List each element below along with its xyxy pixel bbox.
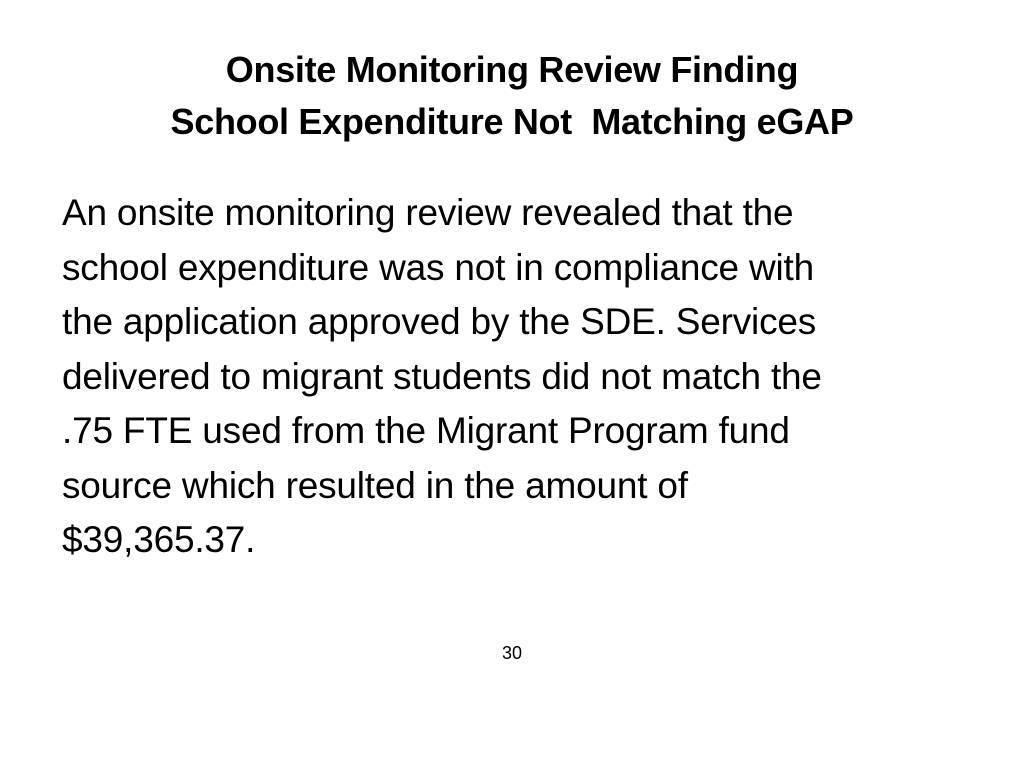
body-line-5: .75 FTE used from the Migrant Program fund xyxy=(62,410,790,451)
title-line-2: School Expenditure Not Matching eGAP xyxy=(170,101,854,142)
body-line-4: delivered to migrant students did not match the xyxy=(62,355,822,397)
body-line-2: school expenditure was not in compliance with xyxy=(62,246,814,288)
slide-body xyxy=(62,186,962,568)
body-line-1: An onsite monitoring review revealed that the xyxy=(62,192,794,233)
title-line-1: Onsite Monitoring Review Finding xyxy=(225,49,799,90)
slide-title xyxy=(60,44,964,148)
body-line-7: $39,365.37. xyxy=(62,519,256,560)
page-number: 30 xyxy=(501,643,523,663)
body-line-6: source which resulted in the amount of xyxy=(62,464,688,506)
body-line-3: the application approved by the SDE. Services xyxy=(62,301,817,342)
